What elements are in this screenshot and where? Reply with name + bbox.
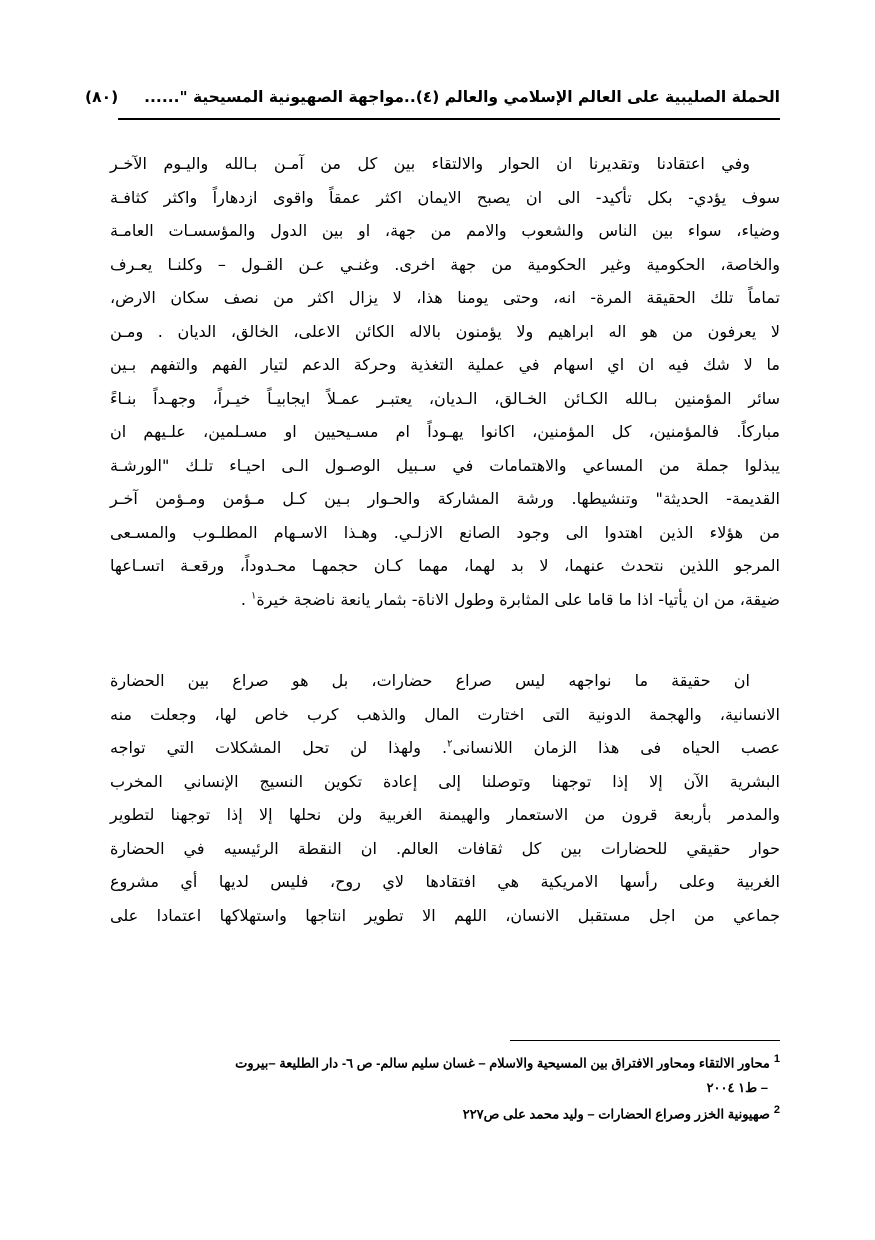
text-line: القديمة- الحديثة" وتنشيطها. ورشة المشاركة والحـوار بـين كـل مـؤمن ومـؤمن آخـر [110, 489, 780, 508]
footnote-text-cont: – ط١ ٢٠٠٤ [706, 1080, 768, 1096]
text-line [110, 583, 780, 617]
header-rule [118, 118, 780, 120]
text-line: تماماً تلك الحقيقة المرة- انه، وحتى يومنا هذا، لا يزال اكثر من نصف سكان الارض، [110, 288, 780, 307]
footnote-2 [100, 1098, 780, 1126]
text-line: لا يعرفون من هو اله ابراهيم ولا يؤمنون بالاله الكائن الاعلى، الخالق، الديان . ومـن [110, 321, 780, 341]
footnote-number: 2 [773, 1104, 780, 1116]
text-line: جماعي من اجل مستقبل الانسان، اللهم الا تطوير انتاجها واستهلاكها اعتمادا على [110, 905, 780, 925]
text-line: حوار حقيقي للحضارات بين كل ثقافات العالم. ان النقطة الرئيسيه في الحضارة [110, 838, 780, 858]
text-line: البشرية الآن إلا إذا توجهنا وتوصلنا إلى إعادة تكوين النسيج الإنساني المخرب [110, 771, 780, 791]
text-line-content: عصب الحياه فى هذا الزمان اللانسانى [452, 738, 780, 757]
text-line: من هؤلاء الذين اهتدوا الى وجود الصانع الازلـي. وهـذا الاسـهام المطلـوب والمسـعى [110, 522, 780, 542]
paragraph-1 [110, 147, 780, 616]
text-line: الغربية وعلى رأسها الامريكية هي افتقادها لاي روح، فليس لديها أي مشروع [110, 872, 780, 891]
header-title: الحملة الصليبية على العالم الإسلامي والعالم (٤)..مواجهة الصهيونية المسيحية "...... [144, 88, 780, 106]
paragraph-2 [110, 664, 780, 932]
text-line: مباركاً. فالمؤمنين، كل المؤمنين، اكانوا يهـوداً ام مسـيحيين او مسـلمين، علـيهم ان [110, 422, 780, 441]
text-line: يبذلوا جملة من المساعي والاهتمامات في سـبيل الوصـول الـى احيـاء تلـك "الورشـة [110, 455, 780, 475]
footnote-ref-2[interactable]: ٢ [447, 738, 453, 750]
page-number: (٨٠) [85, 88, 119, 106]
text-line: المرجو اللذين نتحدث عنهما، لا بد لهما، مهما كـان حجمهـا محـدوداً، ورقعـة اتسـاعها [110, 556, 780, 575]
footnote-ref-1[interactable]: ١ [251, 590, 257, 602]
footnote-separator [510, 1040, 780, 1041]
footnote-1 [100, 1047, 780, 1100]
text-line: ان حقيقة ما نواجهه ليس صراع حضارات، بل هو صراع بين الحضارة [110, 671, 750, 690]
text-line: والمدمر بأربعة قرون من الاستعمار والهيمنة الغربية ولن نحلها إلا إذا توجهنا لتطوير [110, 805, 780, 824]
running-header [85, 88, 780, 106]
text-line: والخاصة، الحكومية وغير الحكومية من جهة اخرى. وغنـي عـن القـول – وكلنـا يعـرف [110, 254, 780, 274]
text-line [110, 731, 780, 765]
footnote-text: محاور الالتقاء ومحاور الافتراق بين المسيحية والاسلام – غسان سليم سالم- ص ٦- دار الطليعة –بيروت [235, 1055, 770, 1071]
text-line-rest: . ولهذا لن تحل المشكلات التي تواجه [110, 738, 448, 757]
text-line: سائر المؤمنين بـالله الكـائن الخـالق، الـديان، يعتبـر عمـلاً ايجابيـاً خيـراً، وجهـداً بنـاءً [110, 388, 780, 408]
footnote-number: 1 [773, 1053, 780, 1065]
text-line: سوف يؤدي- بكل تأكيد- الى ان يصبح الايمان اكثر عمقاً واقوى ازدهاراً واكثر كثافـة [110, 187, 780, 207]
text-line: الانسانية، والهجمة الدونية التى اختارت المال والذهب كرب خاص لها، وجعلت منه [110, 704, 780, 724]
text-line-content: ضيقة، من ان يأتيا- اذا ما قاما على المثابرة وطول الاناة- بثمار يانعة ناضجة خيرة [256, 589, 780, 609]
text-line: وضياء، سواء بين الناس والشعوب والامم من جهة، او بين الدول والمؤسسـات العامـة [110, 221, 780, 240]
footnote-text: صهيونية الخزر وصراع الحضارات – وليد محمد على ص٢٢٧ [462, 1106, 770, 1122]
text-end: . [240, 589, 252, 609]
text-line: ما لا شك فيه ان اي اسهام في عملية التغذية وحركة الدعم لتيار الفهم والتفهم بـين [110, 355, 780, 374]
text-line: وفي اعتقادنا وتقديرنا ان الحوار والالتقاء بين كل من آمـن بـالله واليـوم الآخـر [110, 154, 750, 173]
